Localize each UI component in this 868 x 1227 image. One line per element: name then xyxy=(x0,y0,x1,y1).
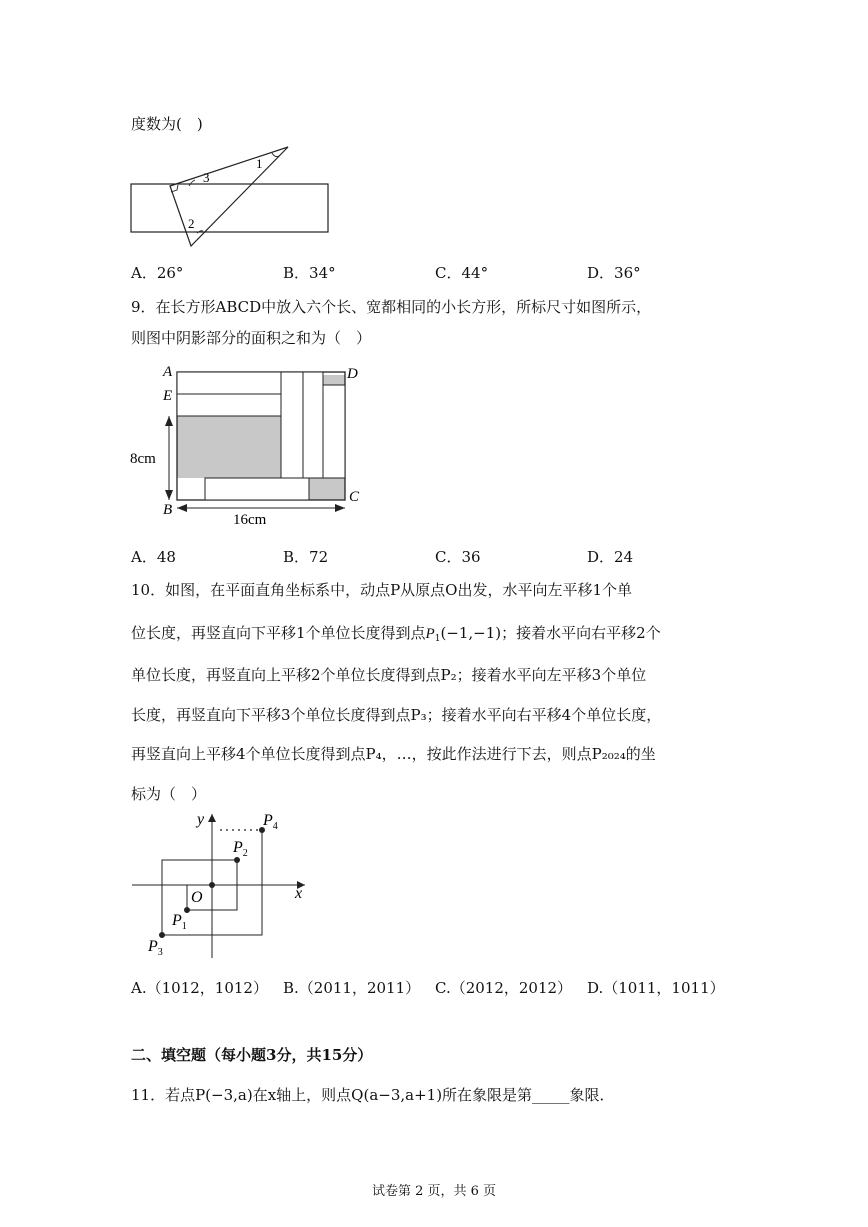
page-footer: 试卷第 2 页，共 6 页 xyxy=(371,1184,497,1199)
q8-option-b: B．34° xyxy=(283,264,336,282)
q9-width-label: 16cm xyxy=(233,512,267,528)
q8-figure xyxy=(125,140,335,252)
q9-option-c: C．36 xyxy=(435,548,481,566)
q10-option-d: D.（1011，1011） xyxy=(587,979,725,997)
q8-angle-2-label: 2 xyxy=(188,216,195,231)
q10-line2-coord: (−1,−1) xyxy=(440,624,502,642)
q9-option-d: D．24 xyxy=(587,548,634,566)
section2-title: 二、填空题（每小题3分，共15分） xyxy=(131,1046,373,1064)
q10-p4-label: $P_4$ xyxy=(263,812,278,832)
q10-stem-line4: 长度，再竖直向下平移3个单位长度得到点P₃；接着水平向右平移4个单位长度， xyxy=(131,706,662,724)
q9-label-c: C xyxy=(349,489,360,505)
q10-p2-label: $P_2$ xyxy=(233,839,248,859)
q10-option-a: A.（1012，1012） xyxy=(131,979,268,997)
q10-stem-line3: 单位长度，再竖直向上平移2个单位长度得到点P₂；接着水平向左平移3个单位 xyxy=(131,666,647,684)
q9-label-d: D xyxy=(347,366,358,382)
q10-option-b: B.（2011，2011） xyxy=(283,979,421,997)
q10-origin-label: O xyxy=(191,889,203,906)
q10-option-c: C.（2012，2012） xyxy=(435,979,573,997)
q10-line2-point: P xyxy=(425,626,435,642)
q10-line2-text-b: ；接着水平向右平移2个 xyxy=(501,624,661,642)
q10-stem-line2 xyxy=(131,623,661,649)
q10-stem-line5: 再竖直向上平移4个单位长度得到点P₄，…，按此作法进行下去，则点P₂₀₂₄的坐 xyxy=(131,745,656,763)
q9-option-a: A．48 xyxy=(131,548,176,566)
q9-figure xyxy=(125,360,375,530)
q10-p1-label: $P_1$ xyxy=(172,912,187,932)
q9-stem-line2: 则图中阴影部分的面积之和为（ ） xyxy=(131,329,372,347)
q10-origin-point xyxy=(209,882,215,888)
q9-option-b: B．72 xyxy=(283,548,329,566)
q8-angle-1-label: 1 xyxy=(256,156,263,171)
q9-label-e: E xyxy=(163,388,173,404)
q9-label-b: B xyxy=(163,502,173,518)
q10-p3-point xyxy=(159,932,165,938)
q10-p1-point xyxy=(184,907,190,913)
q9-label-a: A xyxy=(163,364,173,380)
q10-x-axis-label: x xyxy=(295,885,303,902)
q8-angle-3-label: 3 xyxy=(203,170,210,185)
q10-line2-subscript: 1 xyxy=(434,634,441,644)
q8-stem-tail: 度数为( ) xyxy=(131,115,203,133)
q10-line2-text-a: 位长度，再竖直向下平移1个单位长度得到点 xyxy=(131,624,426,642)
q9-stem-line1: 9．在长方形ABCD中放入六个长、宽都相同的小长方形，所标尺寸如图所示， xyxy=(131,298,652,316)
q10-p2-point xyxy=(234,857,240,863)
q10-stem-line1: 10．如图，在平面直角坐标系中，动点P从原点O出发，水平向左平移1个单 xyxy=(131,581,633,599)
q8-option-a: A．26° xyxy=(131,264,184,282)
q10-y-axis-label: y xyxy=(197,811,205,828)
q11-stem: 11．若点P(−3,a)在x轴上，则点Q(a−3,a+1)所在象限是第_____象限． xyxy=(131,1086,615,1104)
q8-option-c: C．44° xyxy=(435,264,489,282)
q9-height-label: 8cm xyxy=(130,451,156,467)
q10-stem-line6: 标为（ ） xyxy=(131,785,207,803)
q8-option-d: D．36° xyxy=(587,264,641,282)
q10-p3-label: $P_3$ xyxy=(148,938,163,958)
q10-coordinate-figure xyxy=(125,808,325,968)
